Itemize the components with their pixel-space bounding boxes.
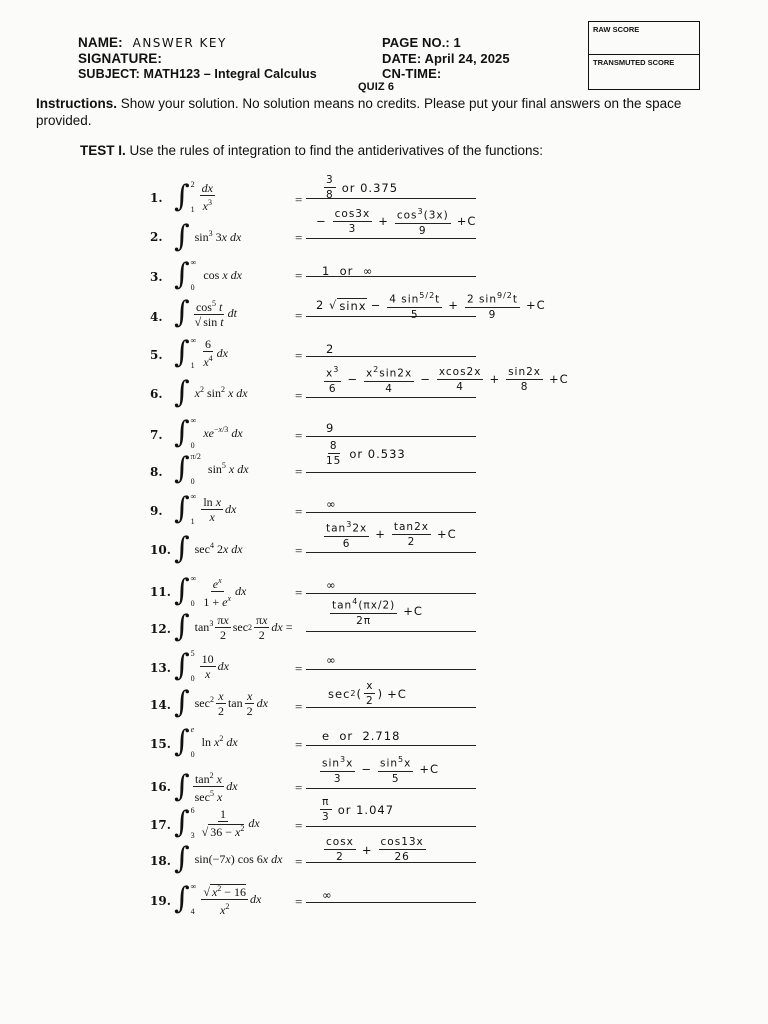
problem-expression: ∫ 6 3 $\frac{1}{√ 36 - x^2}$ dx (174, 805, 260, 840)
answer: $\frac{\tan^4(\pi x/2)}{2\pi}$ +C (332, 597, 423, 627)
name-row (78, 35, 227, 50)
problem-number: 8. (150, 465, 163, 479)
subject: SUBJECT: MATH123 – Integral Calculus (78, 67, 317, 81)
problem-number: 5. (150, 348, 163, 362)
problem-number: 12. (150, 622, 171, 636)
problem-number: 15. (150, 737, 171, 751)
test-heading (80, 143, 543, 158)
problem-expression: ∫ ∞ 0 cos x dx (174, 257, 242, 292)
problem-number: 7. (150, 428, 163, 442)
problem-number: 1. (150, 191, 163, 205)
problem-expression: ∫ $\sin^3 3x$ dx (174, 219, 242, 254)
raw-score-label: RAW SCORE (593, 25, 640, 34)
problem-expression: ∫ 5 0 $\frac{10}{x}$ dx (174, 648, 229, 683)
problem-expression: ∫ ∞ 0 $xe^{-x/3}$ dx (174, 415, 243, 450)
problem-number: 9. (150, 504, 163, 518)
answer: $\frac{8}{15}$ or 0.533 (326, 440, 406, 467)
problem-expression: ∫ ∞ 1 $\frac{6}{x^4}$ dx (174, 335, 228, 370)
answer: sec 2 ( $\frac{x}{2}$ ) +C (328, 680, 407, 707)
page-no: PAGE NO.: 1 (382, 35, 461, 50)
answer: ∞ (326, 653, 337, 667)
transmuted-score-box (588, 54, 700, 90)
answer: $\frac{\tan^32x}{6}$ + $\frac{\tan 2x}{2}$ +C (326, 520, 457, 550)
answer: 1 or ∞ (322, 264, 374, 278)
problem-expression: ∫ π/2 0 $\sin^5 x$ dx (174, 451, 249, 486)
instructions-text: Show your solution. No solution means no credits. Please put your final answers on the space provided. (36, 96, 682, 128)
problem-number: 14. (150, 698, 171, 712)
problem-number: 13. (150, 661, 171, 675)
problem-expression: ∫ $\tan^3$ $\frac{\pi x}{2}$ sec 2 $\frac{\pi x}{2}$ dx = (174, 609, 293, 644)
answer: 2 √ sinx − $\frac{4 \sin^{5/2}t}{5}$ + $\frac{2 \sin^{9/2}t}{9}$ +C (316, 291, 546, 321)
answer: 9 (326, 421, 335, 435)
answer: $\frac{3}{8}$ or 0.375 (326, 174, 399, 201)
problem-expression: ∫ $\frac{\cos^5 t}{\text{√ sin t}}$ dt (174, 295, 237, 330)
signature-label: SIGNATURE: (78, 51, 162, 66)
answer: $\frac{\sin^3x}{3}$ − $\frac{\sin^5x}{5}$ +C (322, 755, 440, 785)
answer: $\frac{\pi}{3}$ or 1.047 (322, 796, 395, 823)
instructions (36, 95, 736, 129)
problem-number: 10. (150, 543, 171, 557)
problem-expression: ∫ $\frac{\tan^2 x}{\sec^5 x}$ dx (174, 768, 238, 804)
answer: 2 (326, 342, 335, 356)
answer: − $\frac{\cos 3x}{3}$ + $\frac{\cos^3(3x)}{9}$ +C (316, 207, 477, 237)
answer: $\frac{\cos x}{2}$ + $\frac{\cos 13x}{26}$ (326, 836, 424, 863)
answer: e or 2.718 (322, 729, 401, 743)
problem-expression: ∫ sin(−7x) cos 6x dx (174, 841, 283, 876)
problem-expression: ∫ ∞ 0 $\frac{e^x}{1 + e^x}$ dx (174, 573, 247, 609)
problem-number: 3. (150, 270, 163, 284)
test-text: Use the rules of integration to find the antiderivatives of the functions: (129, 143, 544, 158)
answer: ∞ (326, 497, 337, 511)
name-value: ANSWER KEY (132, 36, 227, 50)
instructions-label: Instructions. (36, 96, 118, 111)
answer: $\frac{x^3}{6}$ − $\frac{x^2\sin 2x}{4}$ − $\frac{xcos2x}{4}$ + $\frac{\sin 2x}{8}$ +C (326, 365, 569, 395)
answer: ∞ (322, 888, 333, 902)
problem-number: 11. (150, 585, 171, 599)
problem-expression: ∫ $\sec^4 2x$ dx (174, 531, 243, 566)
cn-time: CN-TIME: (382, 66, 442, 81)
problem-expression: ∫ ∞ 1 $\frac{\text{ln x}}{x}$ dx (174, 491, 237, 526)
problem-number: 19. (150, 894, 171, 908)
problem-number: 17. (150, 818, 171, 832)
problem-number: 16. (150, 780, 171, 794)
name-label: NAME: (78, 35, 123, 50)
test-label: TEST I. (80, 143, 126, 158)
problem-number: 2. (150, 230, 163, 244)
answer: ∞ (326, 578, 337, 592)
problem-expression: ∫ 2 1 $\frac{dx}{x^3}$ (174, 179, 213, 214)
problem-number: 6. (150, 387, 163, 401)
problem-expression: ∫ $x^2$ $\sin^2 x$ dx (174, 375, 248, 410)
problem-number: 4. (150, 310, 163, 324)
date: DATE: April 24, 2025 (382, 51, 510, 66)
raw-score-box (588, 21, 700, 55)
problem-number: 18. (150, 854, 171, 868)
problem-expression: ∫ ∞ 4 $\frac{√ x^2 - 16}{x^2}$ dx (174, 881, 262, 917)
problem-expression: ∫ $\sec^2$ $\frac{x}{2}$ tan $\frac{x}{2}$ dx (174, 685, 268, 720)
quiz-title: QUIZ 6 (358, 81, 395, 93)
transmuted-score-label: TRANSMUTED SCORE (593, 58, 675, 67)
problem-expression: ∫ e 0 $\ln x^2$ dx (174, 724, 238, 759)
